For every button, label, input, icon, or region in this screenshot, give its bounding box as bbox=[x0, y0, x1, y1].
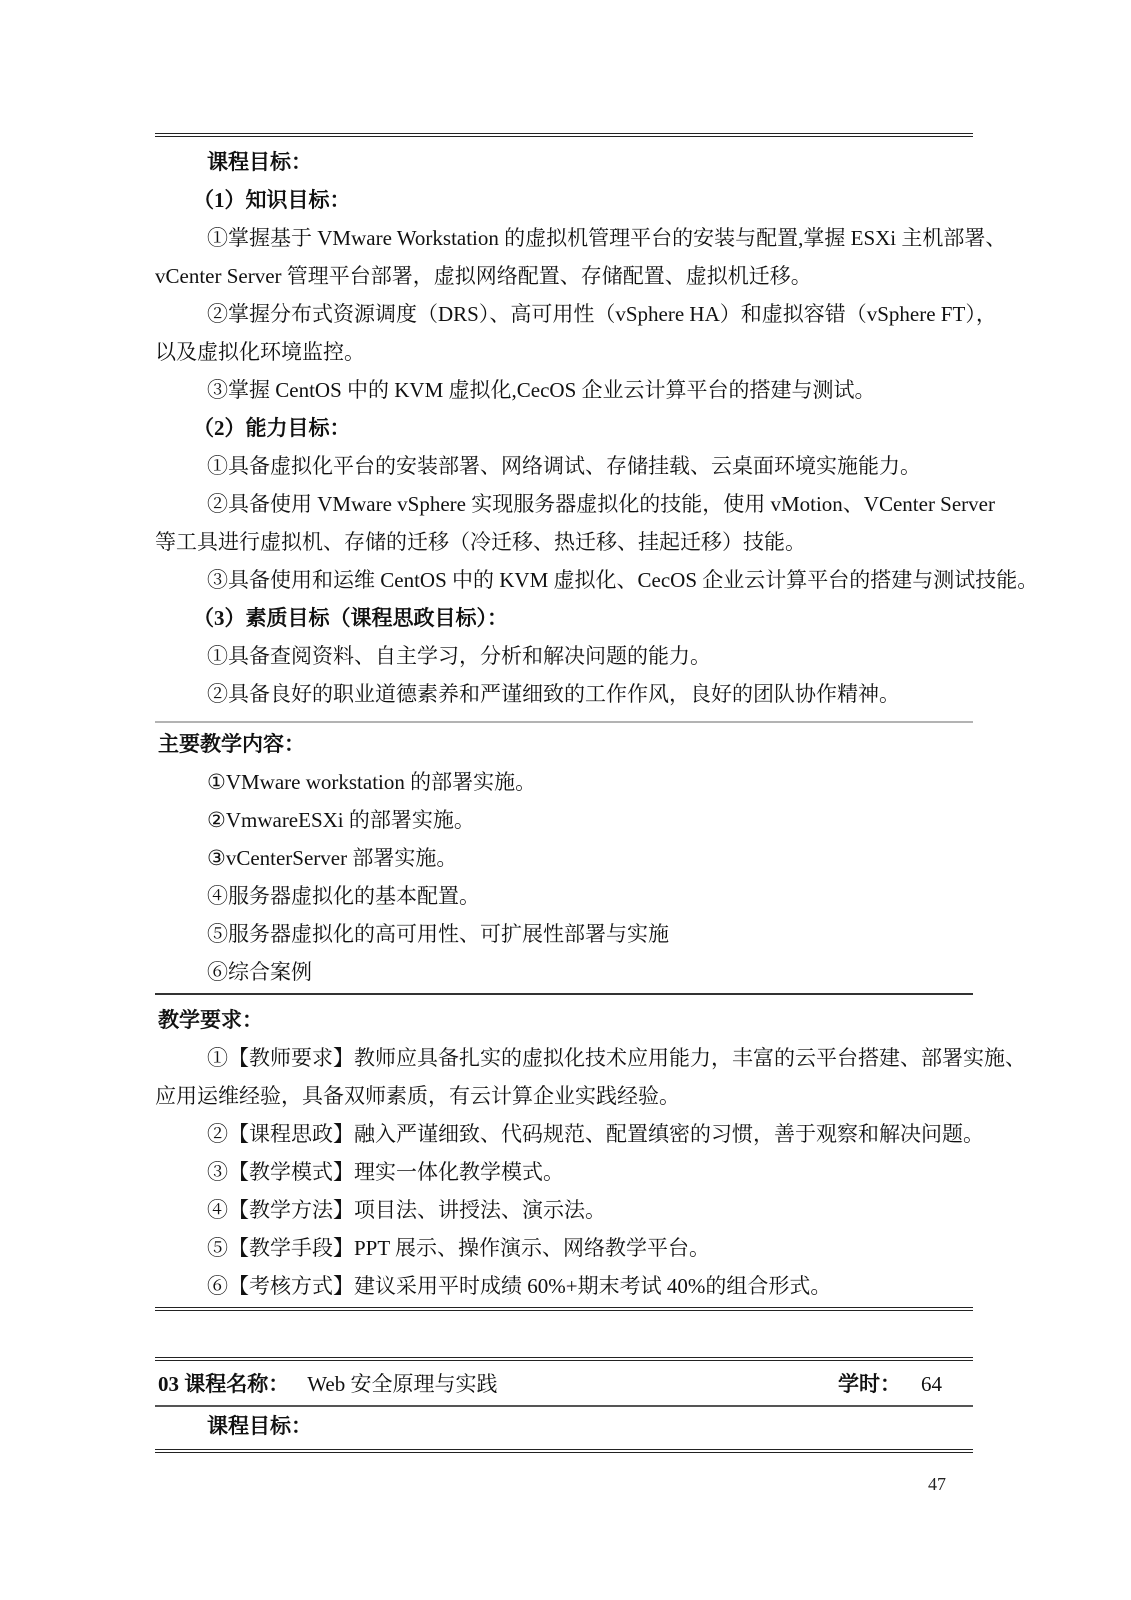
content-item: ⑤服务器虚拟化的高可用性、可扩展性部署与实施 bbox=[207, 922, 669, 946]
page-content bbox=[155, 133, 1039, 1453]
ability-goals-subheading: （2）能力目标： bbox=[193, 416, 351, 440]
objective-line: ②掌握分布式资源调度（DRS）、高可用性（vSphere HA）和虚拟容错（vSphere FT）， bbox=[207, 302, 997, 326]
objective-line: ②具备良好的职业道德素养和严谨细致的工作作风，良好的团队协作精神。 bbox=[207, 682, 900, 706]
section-teaching-content bbox=[155, 721, 973, 993]
requirement-line: ②【课程思政】融入严谨细致、代码规范、配置缜密的习惯，善于观察和解决问题。 bbox=[207, 1122, 984, 1146]
course-number: 03 bbox=[158, 1372, 179, 1396]
course-03-hours-group bbox=[838, 1368, 970, 1398]
content-item: ①VMware workstation 的部署实施。 bbox=[207, 770, 537, 794]
objective-line: vCenter Server 管理平台部署，虚拟网络配置、存储配置、虚拟机迁移。 bbox=[155, 264, 812, 288]
course-name-value: Web 安全原理与实践 bbox=[307, 1372, 498, 1396]
objective-line: ③具备使用和运维 CentOS 中的 KVM 虚拟化、CecOS 企业云计算平台的搭建与测试技能。 bbox=[207, 568, 1039, 592]
quality-goals-subheading: （3）素质目标（课程思政目标）： bbox=[193, 606, 508, 630]
knowledge-goals-subheading: （1）知识目标： bbox=[193, 188, 351, 212]
content-item: ④服务器虚拟化的基本配置。 bbox=[207, 884, 480, 908]
teaching-requirements-heading: 教学要求： bbox=[158, 1008, 263, 1032]
objectives-heading: 课程目标： bbox=[207, 150, 312, 174]
course-03-objectives-row bbox=[155, 1407, 973, 1449]
content-item: ③vCenterServer 部署实施。 bbox=[207, 846, 458, 870]
content-item: ②VmwareESXi 的部署实施。 bbox=[207, 808, 475, 832]
requirement-line: 应用运维经验，具备双师素质，有云计算企业实践经验。 bbox=[155, 1084, 680, 1108]
section-teaching-requirements bbox=[155, 993, 1026, 1311]
objective-line: ②具备使用 VMware vSphere 实现服务器虚拟化的技能，使用 vMotion、VCenter Server bbox=[207, 492, 995, 516]
course-03-objectives-heading: 课程目标： bbox=[207, 1414, 312, 1438]
hours-value: 64 bbox=[921, 1372, 942, 1396]
objective-line: ①具备虚拟化平台的安装部署、网络调试、存储挂载、云桌面环境实施能力。 bbox=[207, 454, 921, 478]
requirement-line: ⑥【考核方式】建议采用平时成绩 60%+期末考试 40%的组合形式。 bbox=[207, 1274, 832, 1298]
objective-line: 等工具进行虚拟机、存储的迁移（冷迁移、热迁移、挂起迁移）技能。 bbox=[155, 530, 806, 554]
requirement-line: ⑤【教学手段】PPT 展示、操作演示、网络教学平台。 bbox=[207, 1236, 711, 1260]
course-03-table bbox=[155, 1357, 973, 1453]
requirement-line: ④【教学方法】项目法、讲授法、演示法。 bbox=[207, 1198, 606, 1222]
course-03-name-group bbox=[158, 1368, 497, 1398]
objective-line: ①具备查阅资料、自主学习，分析和解决问题的能力。 bbox=[207, 644, 711, 668]
content-item: ⑥综合案例 bbox=[207, 960, 312, 984]
course-03-header-row bbox=[155, 1361, 973, 1407]
hours-label: 学时： bbox=[838, 1372, 901, 1396]
objective-line: 以及虚拟化环境监控。 bbox=[155, 340, 365, 364]
course-name-label: 课程名称： bbox=[184, 1372, 290, 1396]
page-number: 47 bbox=[928, 1474, 946, 1494]
section-course-objectives bbox=[155, 133, 1039, 721]
teaching-content-heading: 主要教学内容： bbox=[158, 732, 305, 756]
objective-line: ③掌握 CentOS 中的 KVM 虚拟化,CecOS 企业云计算平台的搭建与测试。 bbox=[207, 378, 876, 402]
requirement-line: ①【教师要求】教师应具备扎实的虚拟化技术应用能力，丰富的云平台搭建、部署实施、 bbox=[207, 1046, 1026, 1070]
objective-line: ①掌握基于 VMware Workstation 的虚拟机管理平台的安装与配置,掌握 ESXi 主机部署、 bbox=[207, 226, 1007, 250]
requirement-line: ③【教学模式】理实一体化教学模式。 bbox=[207, 1160, 564, 1184]
